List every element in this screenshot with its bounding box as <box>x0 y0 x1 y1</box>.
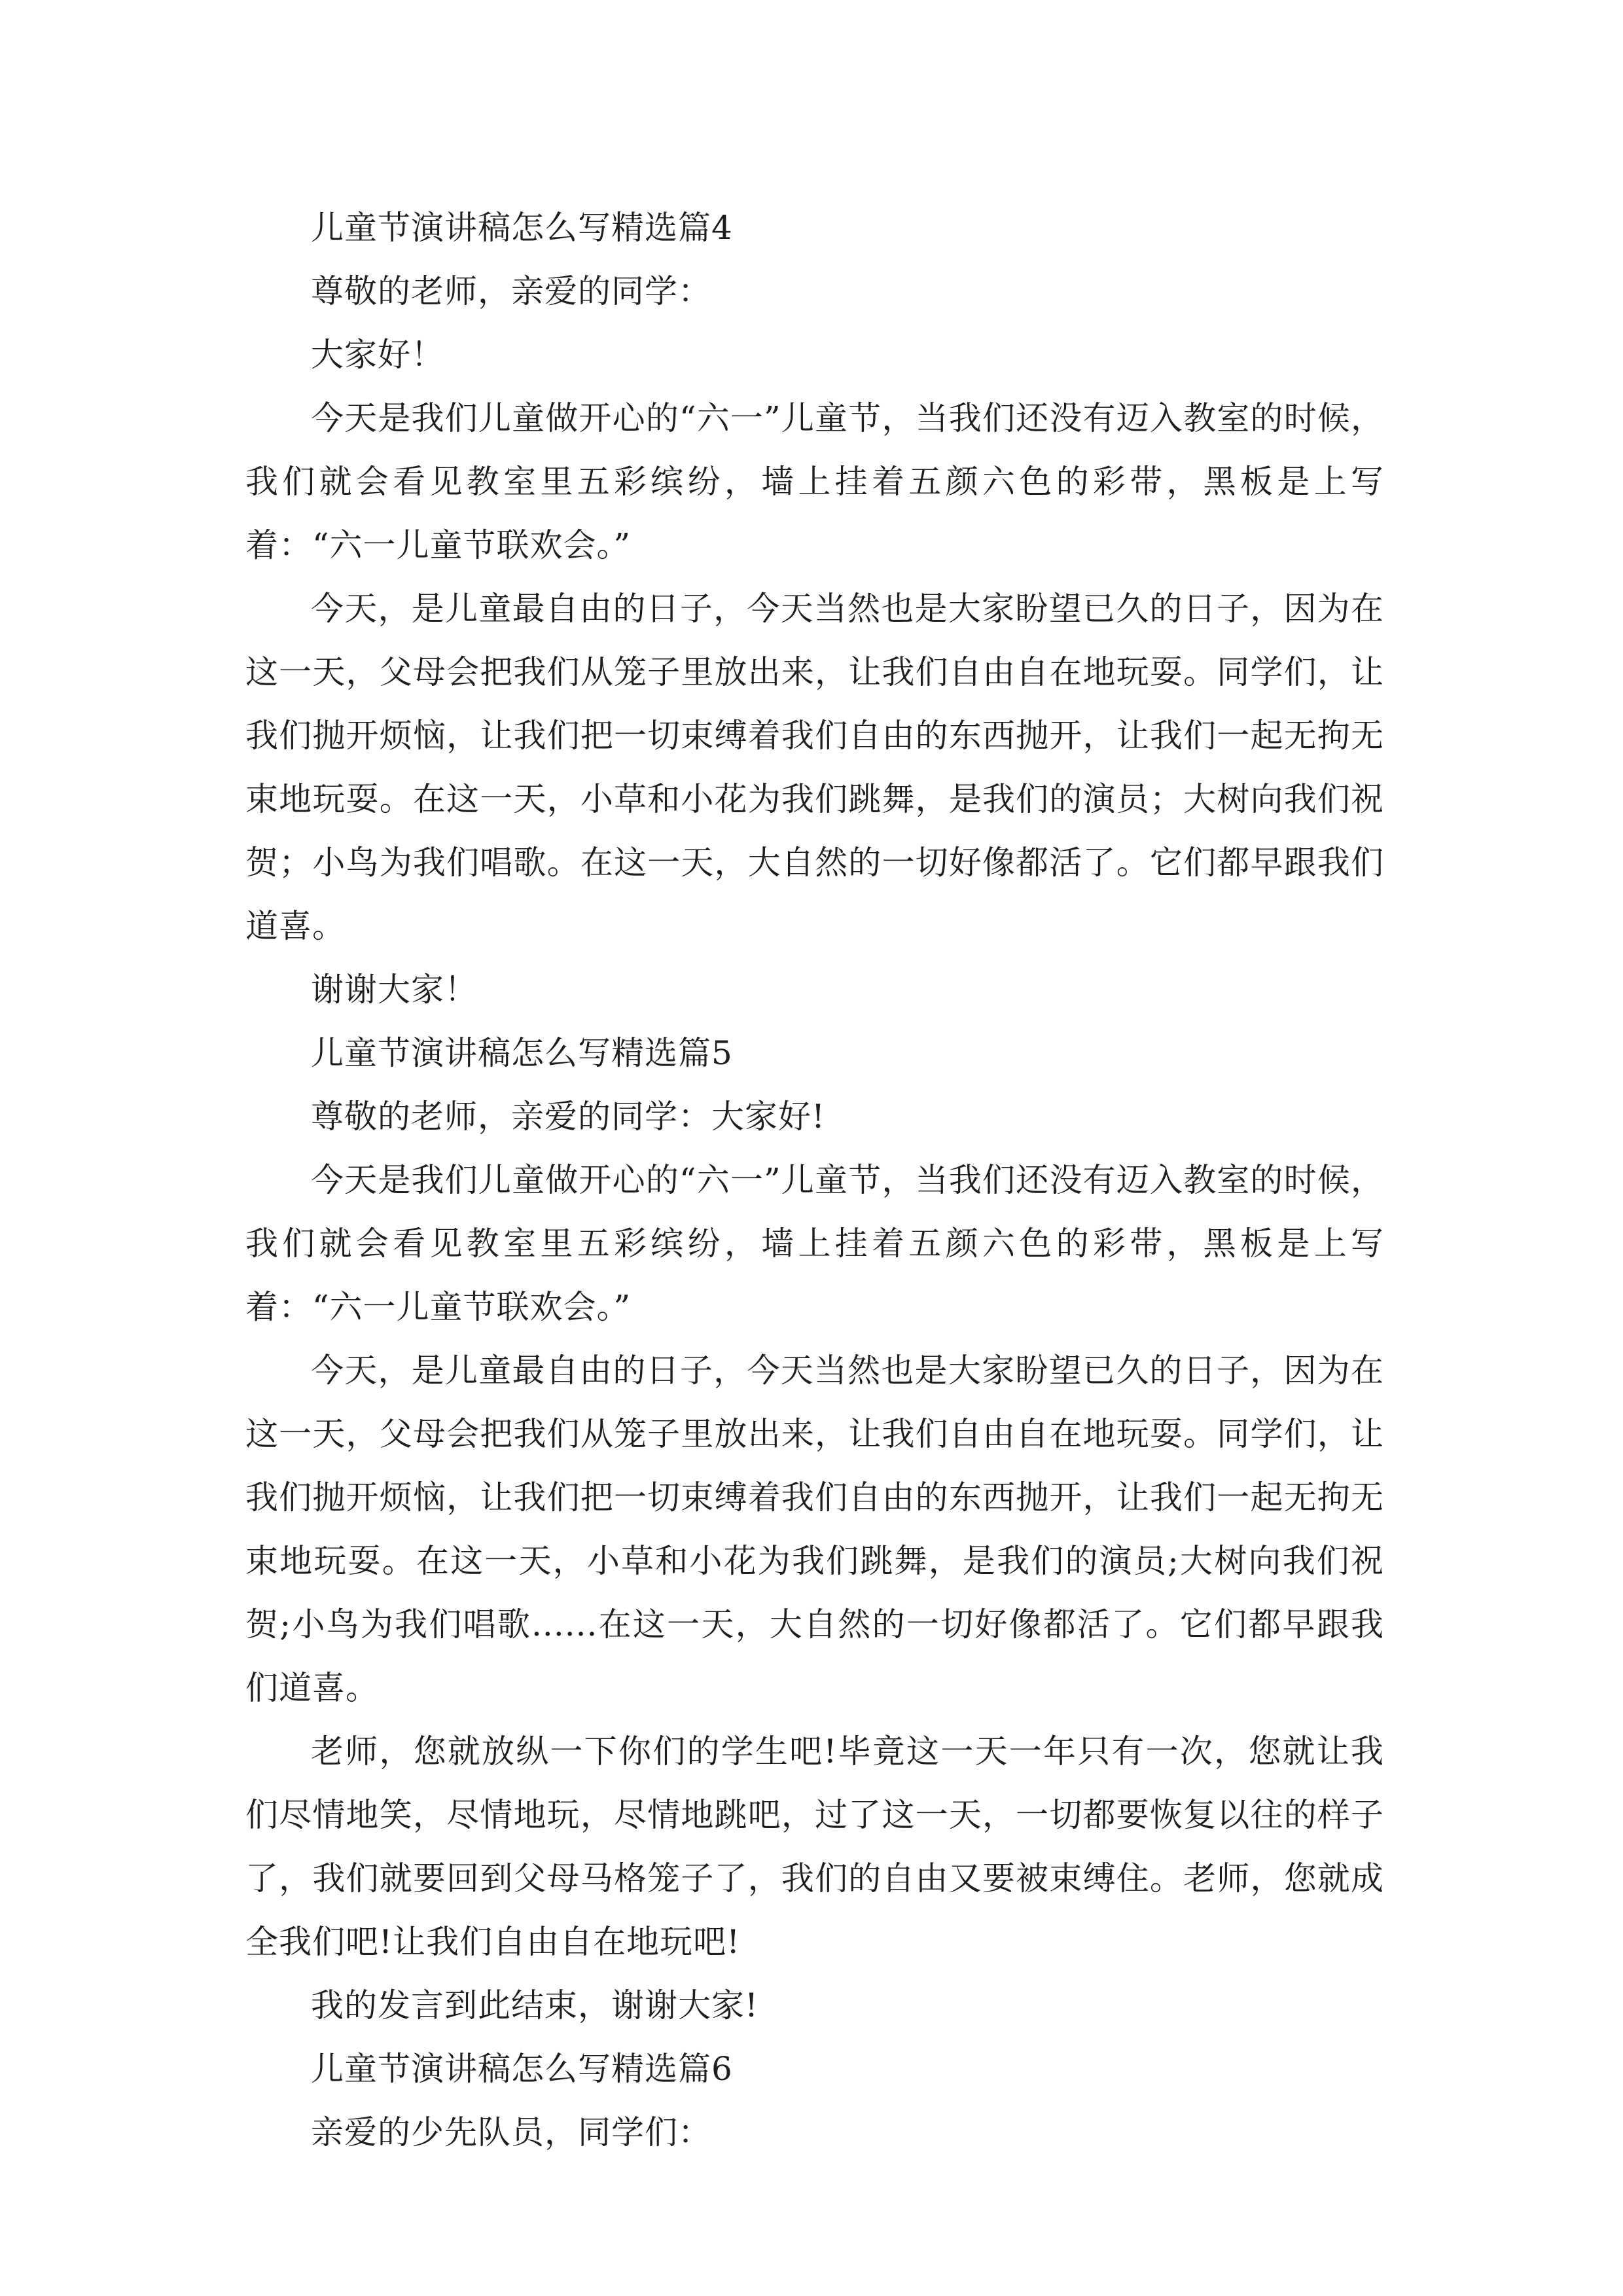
salutation: 亲爱的少先队员，同学们： <box>311 2113 711 2151</box>
body-paragraph: 今天，是儿童最自由的日子，今天当然也是大家盼望已久的日子，因为在这一天，父母会把我们从笼子里放出来，让我们自由自在地玩耍。同学们，让我们抛开烦恼，让我们把一切束缚着我们自由的东西抛开，让我们一起无拘无束地玩耍。在这一天，小草和小花为我们跳舞，是我们的演员;大树向我们祝贺;小鸟为我们唱歌......在这一天，大自然的一切好像都活了。它们都早跟我们道喜。 <box>245 1352 1384 1707</box>
closing: 我的发言到此结束，谢谢大家! <box>311 1986 759 2024</box>
document-body <box>245 196 1384 2164</box>
section-heading-6: 儿童节演讲稿怎么写精选篇6 <box>311 2050 733 2088</box>
greeting: 大家好！ <box>311 336 444 374</box>
body-paragraph: 今天是我们儿童做开心的“六一”儿童节，当我们还没有迈入教室的时候，我们就会看见教室里五彩缤纷，墙上挂着五颜六色的彩带，黑板是上写着：“六一儿童节联欢会。” <box>245 399 1384 564</box>
body-paragraph: 老师，您就放纵一下你们的学生吧!毕竟这一天一年只有一次，您就让我们尽情地笑，尽情地玩，尽情地跳吧，过了这一天，一切都要恢复以往的样子了，我们就要回到父母马格笼子了，我们的自由又要被束缚住。老师，您就成全我们吧!让我们自由自在地玩吧! <box>245 1732 1384 1961</box>
salutation: 尊敬的老师，亲爱的同学：大家好! <box>311 1098 826 1136</box>
section-heading-5: 儿童节演讲稿怎么写精选篇5 <box>311 1034 733 1072</box>
salutation: 尊敬的老师，亲爱的同学： <box>311 272 711 310</box>
body-paragraph: 今天，是儿童最自由的日子，今天当然也是大家盼望已久的日子，因为在这一天，父母会把我们从笼子里放出来，让我们自由自在地玩耍。同学们，让我们抛开烦恼，让我们把一切束缚着我们自由的东西抛开，让我们一起无拘无束地玩耍。在这一天，小草和小花为我们跳舞，是我们的演员；大树向我们祝贺；小鸟为我们唱歌。在这一天，大自然的一切好像都活了。它们都早跟我们道喜。 <box>245 590 1384 945</box>
section-heading-4: 儿童节演讲稿怎么写精选篇4 <box>311 209 733 247</box>
closing: 谢谢大家！ <box>311 971 478 1009</box>
body-paragraph: 今天是我们儿童做开心的“六一”儿童节，当我们还没有迈入教室的时候，我们就会看见教室里五彩缤纷，墙上挂着五颜六色的彩带，黑板是上写着：“六一儿童节联欢会。” <box>245 1161 1384 1326</box>
